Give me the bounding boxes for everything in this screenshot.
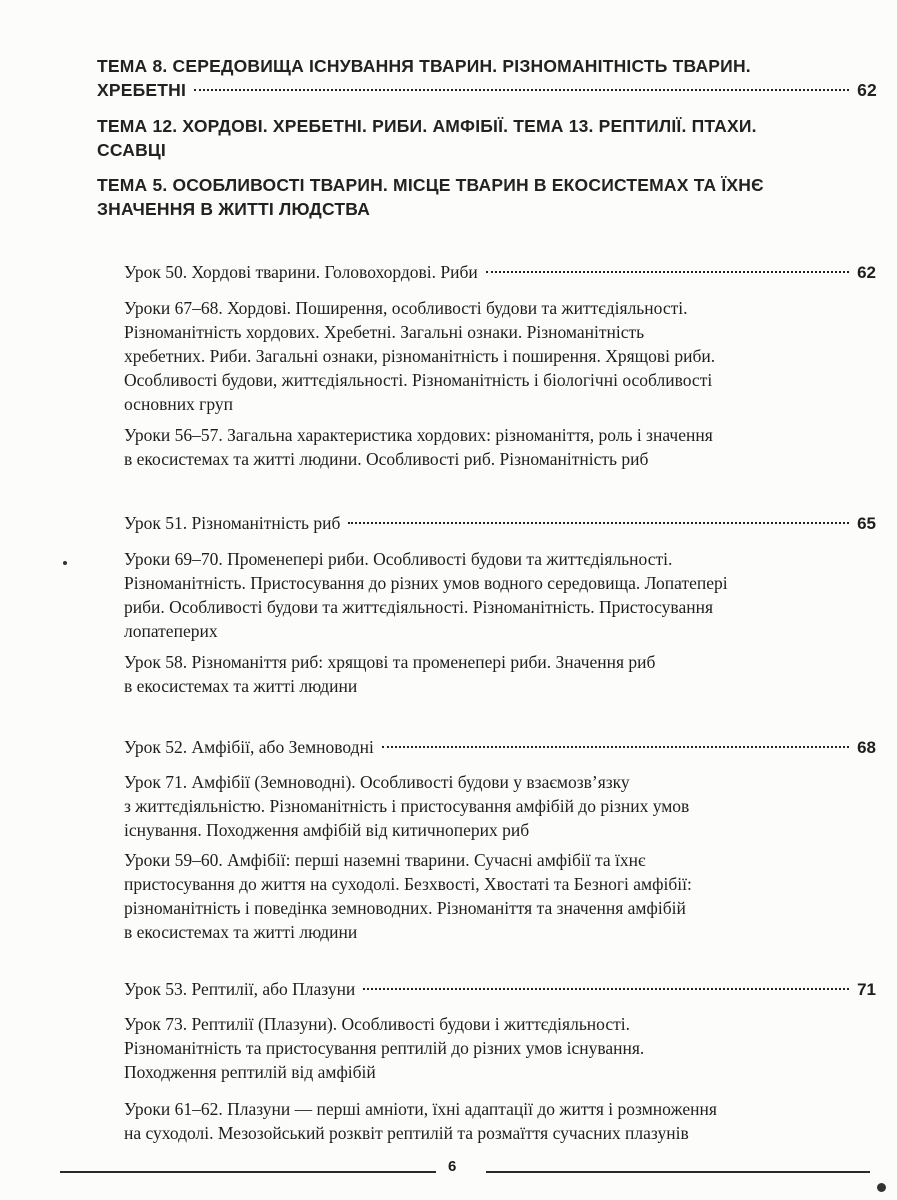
lesson-item [124,848,824,944]
item-line: хребетних. Риби. Загальні ознаки, різноманітність і поширення. Хрящові риби. [124,346,716,366]
lesson-entry-51 [124,511,876,536]
lesson-item [124,423,824,471]
topic-heading-5 [97,173,877,221]
item-line: в екосистемах та житті людини [124,922,358,942]
item-line: в екосистемах та житті людини [124,676,358,696]
lesson-item [124,650,824,698]
item-line: Уроки 69–70. Променепері риби. Особливості будови та життєдіяльності. [124,549,673,569]
item-line: риби. Особливості будови та життєдіяльності. Різноманітність. Пристосування [124,597,714,617]
item-line: Уроки 61–62. Плазуни — перші амніоти, їхні адаптації до життя і розмноження [124,1099,717,1119]
item-line: різноманітність і поведінка земноводних. Різноманіття та значення амфібій [124,898,686,918]
topic-line: ЗНАЧЕННЯ В ЖИТТІ ЛЮДСТВА [97,199,371,219]
item-line: з життєдіяльністю. Різноманітність і пристосування амфібій до різних умов [124,796,690,816]
footer-rule-right [486,1171,870,1173]
item-line: Уроки 67–68. Хордові. Поширення, особливості будови та життєдіяльності. [124,298,688,318]
page-ref: 71 [857,980,876,999]
item-line: Уроки 56–57. Загальна характеристика хордових: різноманіття, роль і значення [124,425,713,445]
item-line: пристосування до життя на суходолі. Безхвості, Хвостаті та Безногі амфібії: [124,874,692,894]
item-line: в екосистемах та житті людини. Особливості риб. Різноманітність риб [124,449,649,469]
topic-heading-12 [97,114,877,162]
lesson-title: Урок 50. Хордові тварини. Головохордові. Риби [124,262,478,282]
lesson-entry-50 [124,260,876,285]
lesson-entry-52 [124,735,876,760]
dot-leader [486,271,849,273]
lesson-dotline [124,260,876,285]
item-line: на суходолі. Мезозойський розквіт рептилій та розмаїття сучасних плазунів [124,1123,689,1143]
lesson-title: Урок 52. Амфібії, або Земноводні [124,737,374,757]
page-ref: 62 [857,263,876,282]
item-line: існування. Походження амфібій від китичноперих риб [124,820,530,840]
dot-leader [194,89,849,91]
item-line: Різноманітність. Пристосування до різних умов водного середовища. Лопатепері [124,573,728,593]
item-line: Особливості будови, життєдіяльності. Різноманітність і біологічні особливості [124,370,713,390]
item-line: лопатеперих [124,621,218,641]
topic-line: ТЕМА 8. СЕРЕДОВИЩА ІСНУВАННЯ ТВАРИН. РІЗНОМАНІТНІСТЬ ТВАРИН. [97,56,751,76]
topic-dotline [97,78,877,102]
dot-leader [348,522,849,524]
lesson-item [124,296,824,416]
lesson-item [124,770,824,842]
item-line: Різноманітність та пристосування рептилій до різних умов існування. [124,1038,645,1058]
lesson-dotline [124,511,876,536]
item-line: основних груп [124,394,233,414]
page-number: 6 [448,1158,457,1175]
topic-line: ХРЕБЕТНІ [97,80,187,100]
item-line: Урок 71. Амфібії (Земноводні). Особливості будови у взаємозв’язку [124,772,630,792]
page-footer [0,1156,897,1186]
dot-leader [382,746,849,748]
lesson-item [124,1012,824,1084]
item-line: Урок 58. Різноманіття риб: хрящові та променепері риби. Значення риб [124,652,656,672]
lesson-item [124,1097,824,1145]
lesson-title: Урок 51. Різноманітність риб [124,513,341,533]
topic-line: ТЕМА 5. ОСОБЛИВОСТІ ТВАРИН. МІСЦЕ ТВАРИН В ЕКОСИСТЕМАХ ТА ЇХНЄ [97,175,764,195]
dot-leader [363,988,849,990]
page-ref: 68 [857,738,876,757]
lesson-item [124,547,824,643]
lesson-title: Урок 53. Рептилії, або Плазуни [124,979,356,999]
lesson-entry-53 [124,977,876,1002]
page-ref: 65 [857,514,876,533]
topic-heading-8 [97,54,877,102]
lesson-dotline [124,977,876,1002]
page-ref: 62 [857,80,877,100]
lesson-dotline [124,735,876,760]
footer-rule-left [60,1171,436,1173]
item-line: Походження рептилій від амфібій [124,1062,376,1082]
item-line: Різноманітність хордових. Хребетні. Загальні ознаки. Різноманітність [124,322,645,342]
item-line: Урок 73. Рептилії (Плазуни). Особливості будови і життєдіяльності. [124,1014,631,1034]
item-line: Уроки 59–60. Амфібії: перші наземні тварини. Сучасні амфібії та їхнє [124,850,646,870]
topic-line: ССАВЦІ [97,140,166,160]
print-speck [63,561,67,565]
topic-line: ТЕМА 12. ХОРДОВІ. ХРЕБЕТНІ. РИБИ. АМФІБІЇ. ТЕМА 13. РЕПТИЛІЇ. ПТАХИ. [97,116,757,136]
